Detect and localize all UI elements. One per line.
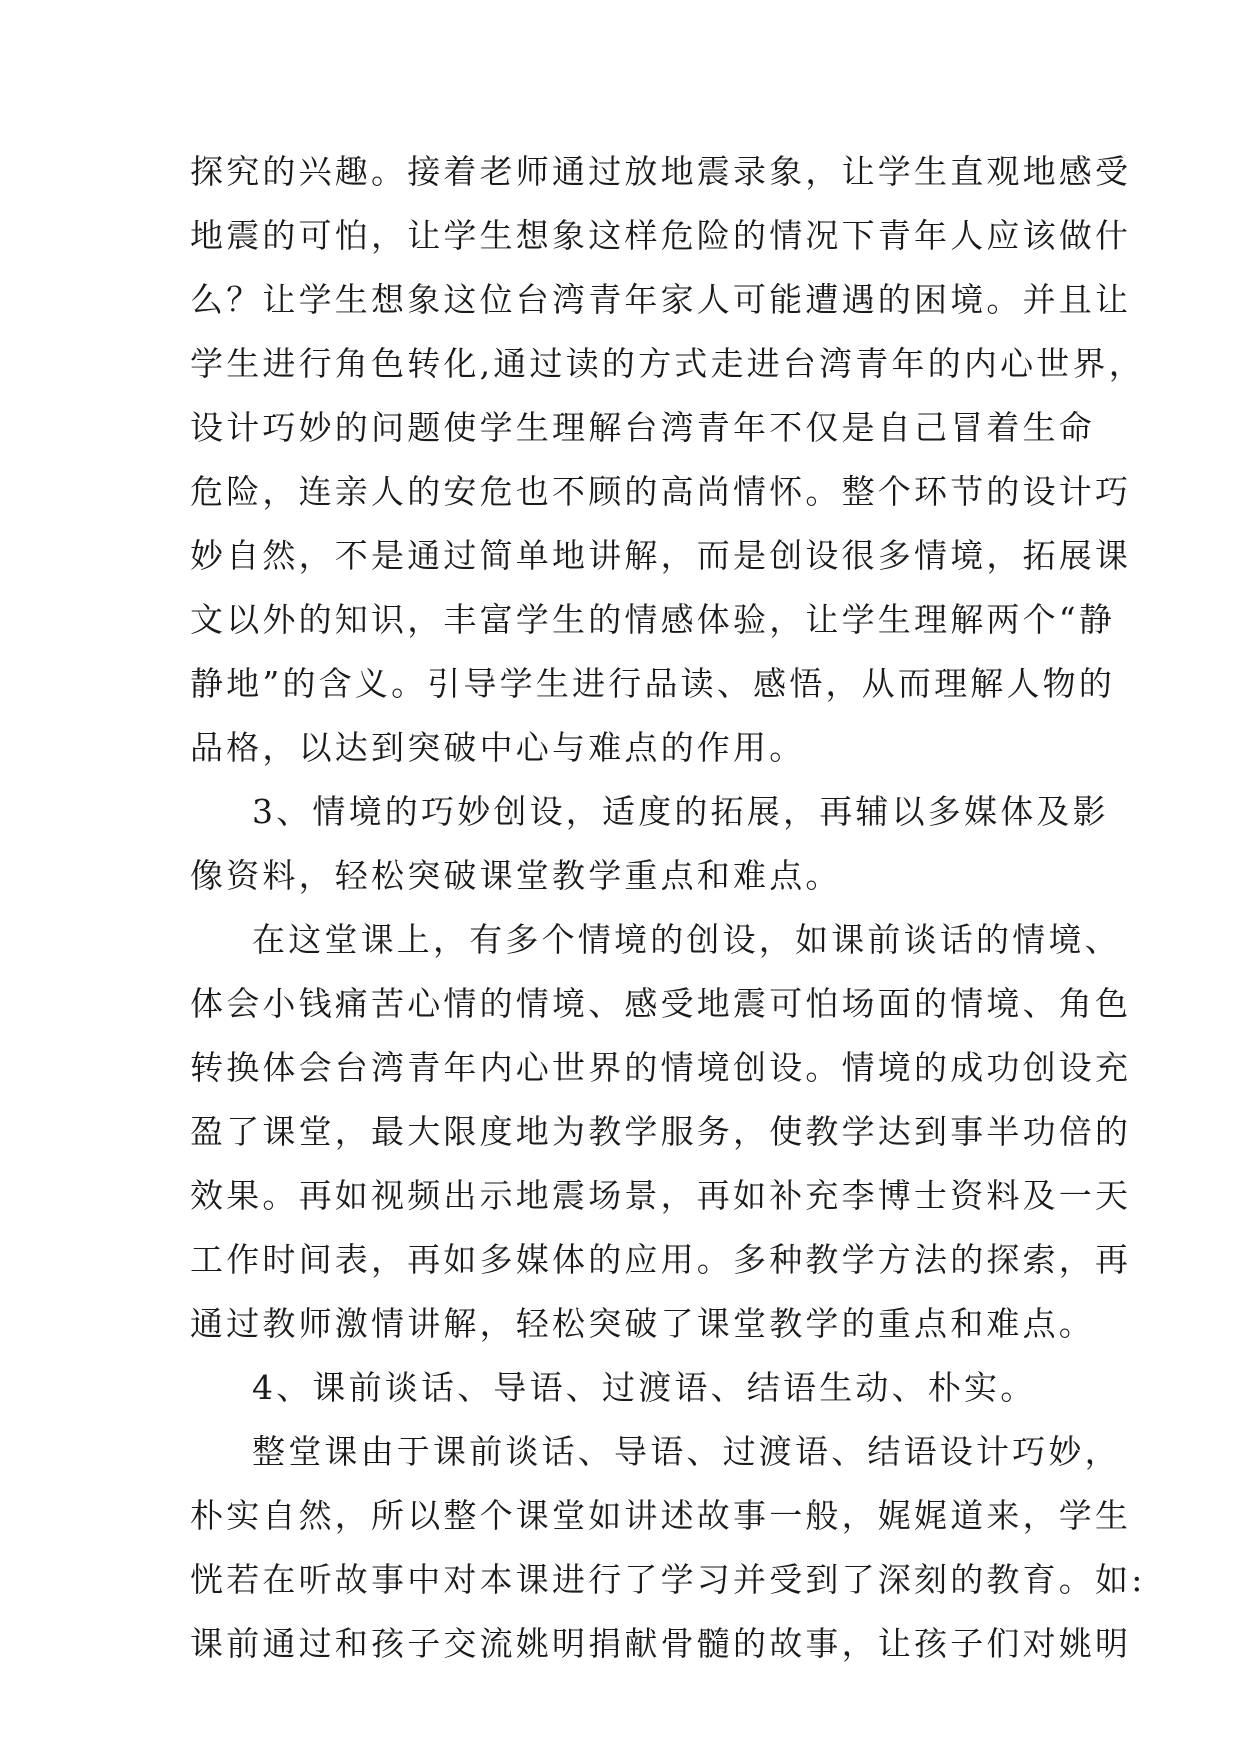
text-line: 效果。再如视频出示地震场景，再如补充李博士资料及一天 [190, 1176, 1132, 1215]
text-line: 妙自然，不是通过简单地讲解，而是创设很多情境，拓展课 [190, 536, 1132, 575]
text-line: 盈了课堂，最大限度地为教学服务，使教学达到事半功倍的 [190, 1112, 1132, 1151]
text-line: 品格，以达到突破中心与难点的作用。 [190, 728, 806, 767]
paragraph-start: 在这堂课上，有多个情境的创设，如课前谈话的情境、 [252, 920, 1121, 959]
text-line: 探究的兴趣。接着老师通过放地震录象，让学生直观地感受 [190, 152, 1132, 191]
text-line: 静地”的含义。引导学生进行品读、感悟，从而理解人物的 [190, 664, 1116, 703]
section-heading-3: 3、情境的巧妙创设，适度的拓展，再辅以多媒体及影 [252, 792, 1109, 831]
text-line: 通过教师激情讲解，轻松突破了课堂教学的重点和难点。 [190, 1304, 1095, 1343]
text-line: 地震的可怕，让学生想象这样危险的情况下青年人应该做什 [190, 216, 1132, 255]
text-line: 课前通过和孩子交流姚明捐献骨髓的故事，让孩子们对姚明 [190, 1624, 1132, 1663]
paragraph-start: 整堂课由于课前谈话、导语、过渡语、结语设计巧妙， [252, 1432, 1121, 1471]
text-line: 恍若在听故事中对本课进行了学习并受到了深刻的教育。如: [190, 1560, 1146, 1599]
text-line: 工作时间表，再如多媒体的应用。多种教学方法的探索，再 [190, 1240, 1132, 1279]
text-line: 转换体会台湾青年内心世界的情境创设。情境的成功创设充 [190, 1048, 1132, 1087]
text-line: 学生进行角色转化,通过读的方式走进台湾青年的内心世界， [190, 344, 1145, 383]
text-line: 像资料，轻松突破课堂教学重点和难点。 [190, 856, 842, 895]
text-line: 体会小钱痛苦心情的情境、感受地震可怕场面的情境、角色 [190, 984, 1132, 1023]
text-line: 朴实自然，所以整个课堂如讲述故事一般，娓娓道来，学生 [190, 1496, 1132, 1535]
text-line: 危险，连亲人的安危也不顾的高尚情怀。整个环节的设计巧 [190, 472, 1132, 511]
text-line: 么？让学生想象这位台湾青年家人可能遭遇的困境。并且让 [190, 280, 1132, 319]
text-line: 文以外的知识，丰富学生的情感体验，让学生理解两个“静 [190, 600, 1116, 639]
section-heading-4: 4、课前谈话、导语、过渡语、结语生动、朴实。 [252, 1368, 1037, 1407]
text-line: 设计巧妙的问题使学生理解台湾青年不仅是自己冒着生命 [190, 408, 1095, 447]
